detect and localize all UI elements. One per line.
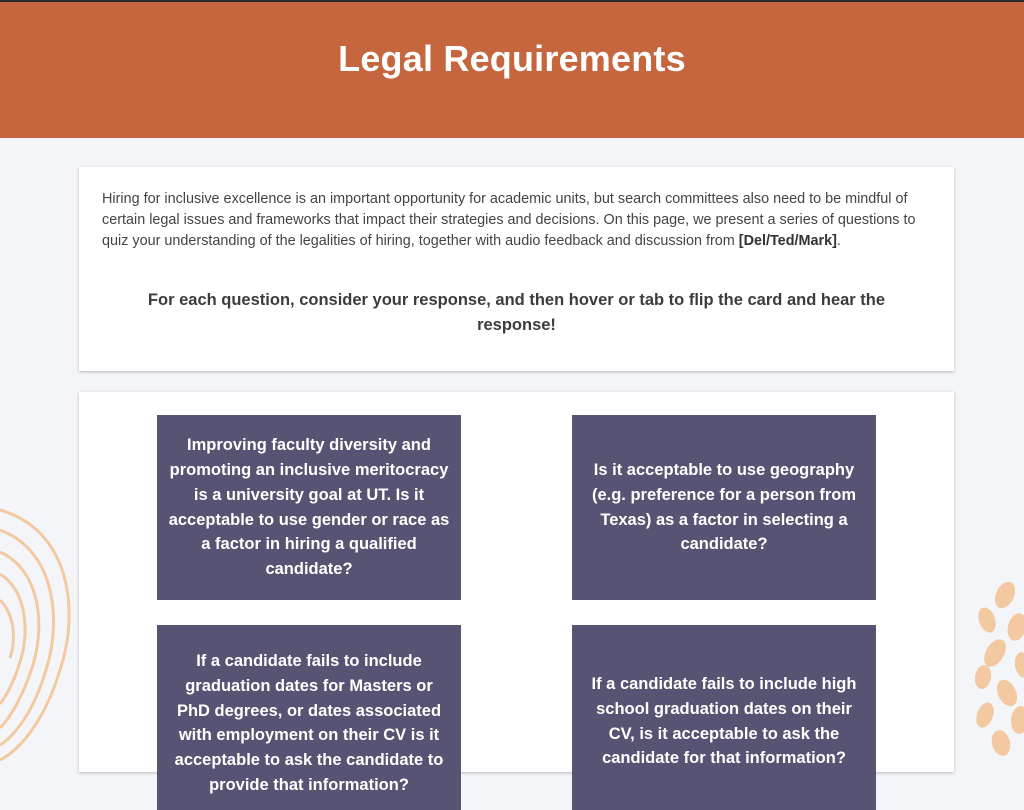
flip-card-question: If a candidate fails to include high school graduation dates on their CV, is it acceptable to ask the candidate for that information?: [591, 675, 857, 768]
flip-card-question: Is it acceptable to use geography (e.g. preference for a person from Texas) as a factor in selecting a candidate?: [591, 460, 857, 554]
flip-card-question: Improving faculty diversity and promoting an inclusive meritocracy is a university goal at UT. Is it acceptable to use gender or race as a factor in hiring a qualified candidate?: [168, 436, 450, 579]
page-header: [0, 2, 1024, 138]
flip-card-question: If a candidate fails to include graduation dates for Masters or PhD degrees, or dates associated with employment on their CV is it acceptable to ask the candidate to provide that information?: [174, 652, 444, 794]
speakers-label: [Del/Ted/Mark]: [738, 233, 837, 249]
intro-period: .: [836, 233, 841, 249]
flip-card-graduation-dates[interactable]: [157, 625, 461, 810]
instructions-heading: For each question, consider your response, and then hover or tab to flip the card and hear the response!: [147, 291, 886, 334]
flip-cards-panel: [79, 392, 954, 794]
flip-card-geography[interactable]: [572, 415, 876, 600]
page-title: Legal Requirements: [338, 38, 686, 79]
decorative-swirl-left: [0, 490, 80, 770]
intro-card: [79, 167, 954, 371]
intro-paragraph: [102, 189, 934, 252]
intro-paragraph-text: Hiring for inclusive excellence is an important opportunity for academic units, but search committees also need to be mindful of certain legal issues and frameworks that impact their strategies and decisions. On this page, we present a series of questions to quiz your understanding of the legalities of hiring, together with audio feedback and discussion from: [102, 191, 916, 249]
flip-card-high-school-dates[interactable]: [572, 625, 876, 810]
flip-card-gender-race[interactable]: [157, 415, 461, 600]
decorative-pattern-right: [965, 565, 1024, 765]
